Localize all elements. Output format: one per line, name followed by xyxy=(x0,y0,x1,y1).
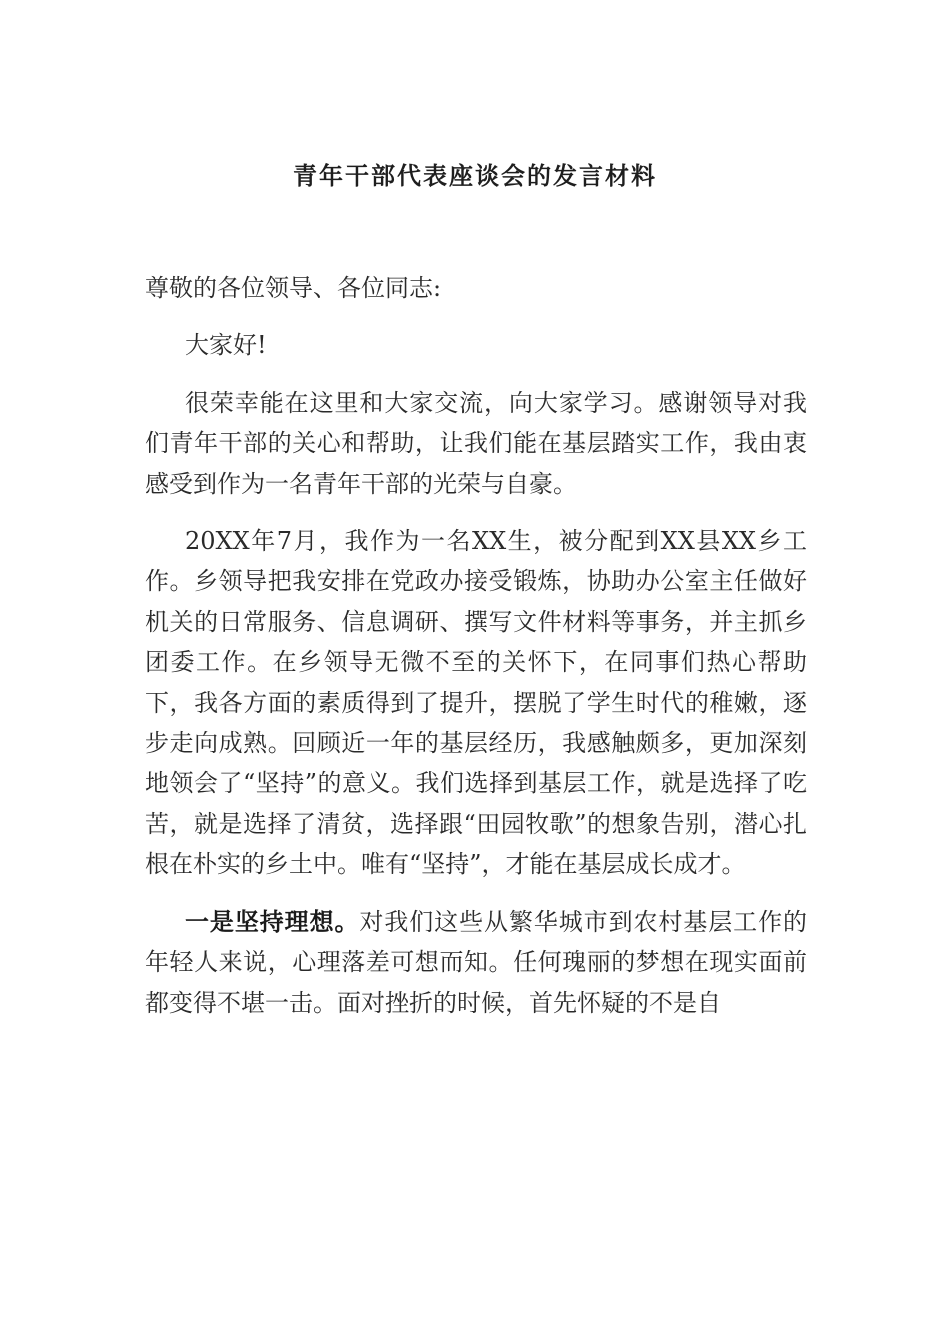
section-one-text: 对我们这些从繁华城市到农村基层工作的年轻人来说，心理落差可想而知。任何瑰丽的梦想在现实面前都变得不堪一击。面对挫折的时候，首先怀疑的不是自 xyxy=(145,907,808,1017)
paragraph-background: 20XX年7月，我作为一名XX生，被分配到XX县XX乡工作。乡领导把我安排在党政办接受锻炼，协助办公室主任做好机关的日常服务、信息调研、撰写文件材料等事务，并主抓乡团委工作。在乡领导无微不至的关怀下，在同事们热心帮助下，我各方面的素质得到了提升，摆脱了学生时代的稚嫩，逐步走向成熟。回顾近一年的基层经历，我感触颇多，更加深刻地领会了“坚持”的意义。我们选择到基层工作，就是选择了吃苦，就是选择了清贫，选择跟“田园牧歌”的想象告别，潜心扎根在朴实的乡土中。唯有“坚持”，才能在基层成长成才。 xyxy=(145,527,807,879)
section-one-heading: 一是坚持理想。 xyxy=(185,906,360,936)
greeting: 大家好! xyxy=(185,331,267,360)
document-body xyxy=(145,268,807,1040)
paragraph-section-one xyxy=(145,902,807,1023)
document-title: 青年干部代表座谈会的发言材料 xyxy=(293,161,657,190)
paragraph-intro: 很荣幸能在这里和大家交流，向大家学习。感谢领导对我们青年干部的关心和帮助，让我们能在基层踏实工作，我由衷感受到作为一名青年干部的光荣与自豪。 xyxy=(145,388,807,498)
salutation: 尊敬的各位领导、各位同志: xyxy=(145,274,442,302)
